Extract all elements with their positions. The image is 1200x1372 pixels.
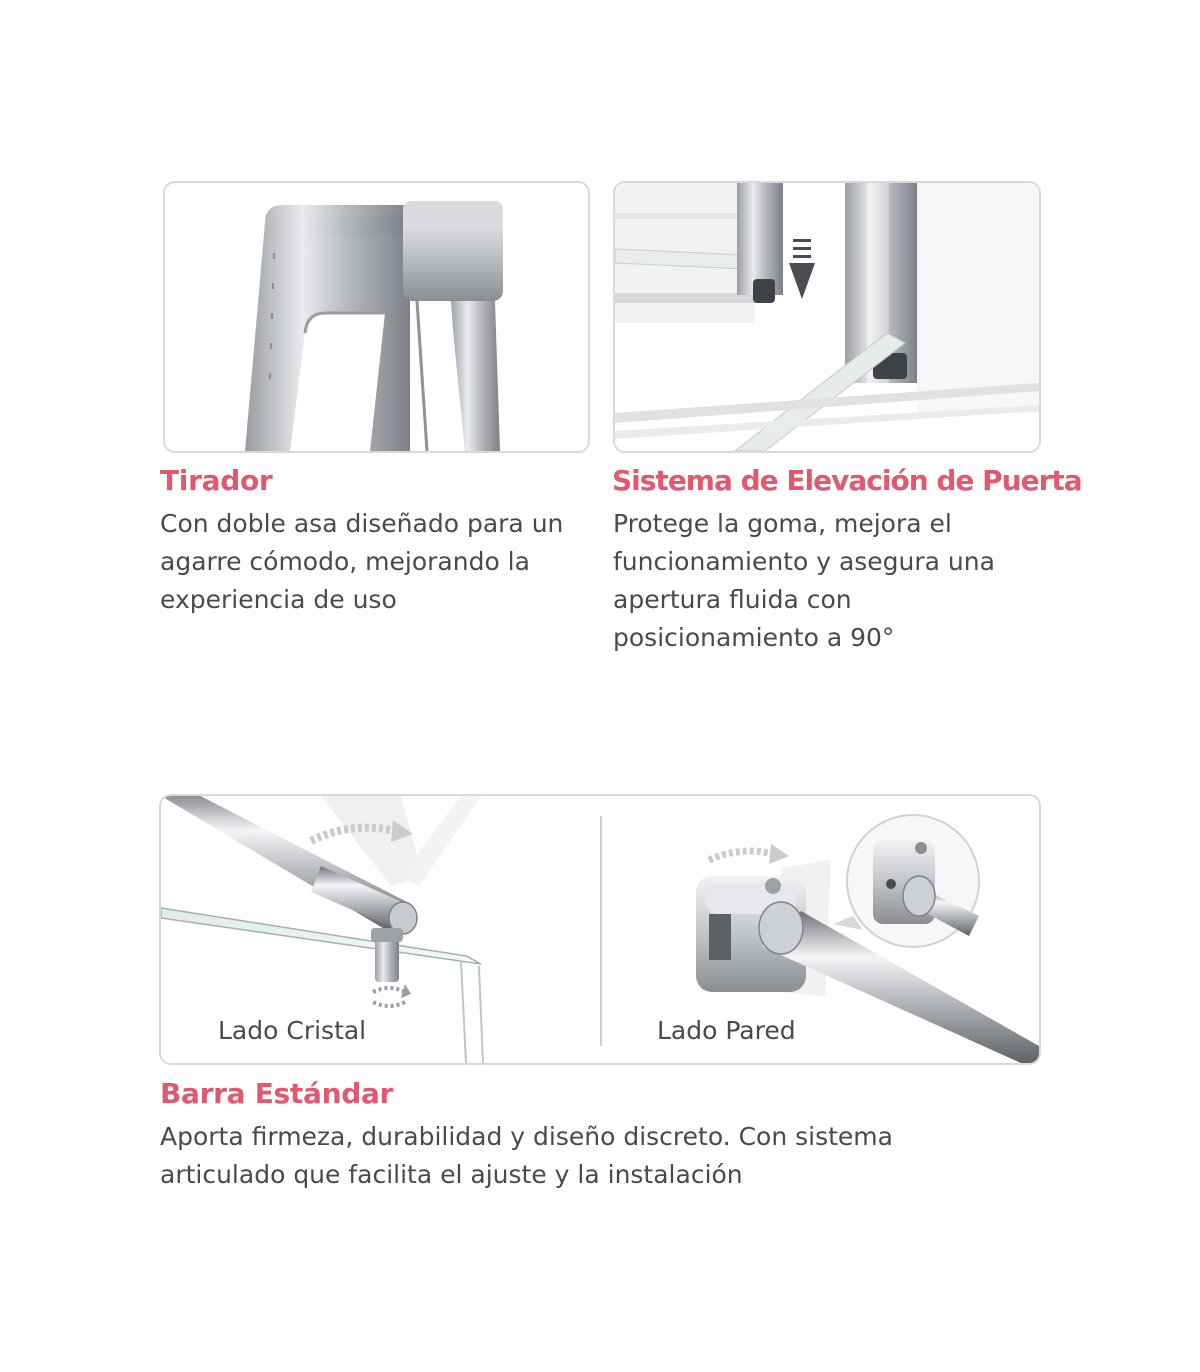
lift-desc-line-4: posicionamiento a 90°: [613, 623, 895, 652]
lift-desc-line-1: Protege la goma, mejora el: [613, 509, 952, 538]
lift-system-title: Sistema de Elevación de Puerta: [612, 464, 1082, 497]
handle-desc-line-1: Con doble asa diseñado para un: [160, 509, 564, 538]
lift-desc-line-3: apertura fluida con: [613, 585, 852, 614]
door-lift-system-image: [615, 183, 1039, 451]
bar-description: [160, 1118, 1040, 1194]
glass-side-label: Lado Cristal: [218, 1016, 367, 1045]
wall-side-label: Lado Pared: [657, 1016, 796, 1045]
handle-desc-line-3: experiencia de uso: [160, 585, 397, 614]
handle-description: [160, 505, 590, 619]
door-handle-image: [165, 183, 588, 451]
handle-desc-line-2: agarre cómodo, mejorando la: [160, 547, 530, 576]
bar-desc-line-1: Aporta firmeza, durabilidad y diseño discreto. Con sistema: [160, 1122, 893, 1151]
bar-desc-line-2: articulado que facilita el ajuste y la instalación: [160, 1160, 743, 1189]
handle-image-card: [163, 181, 590, 453]
lift-system-image-card: [613, 181, 1041, 453]
lift-desc-line-2: funcionamiento y asegura una: [613, 547, 995, 576]
lift-system-description: [613, 505, 1043, 657]
handle-title: Tirador: [160, 464, 273, 497]
bar-image-card: [159, 794, 1041, 1065]
bar-title: Barra Estándar: [160, 1077, 394, 1110]
